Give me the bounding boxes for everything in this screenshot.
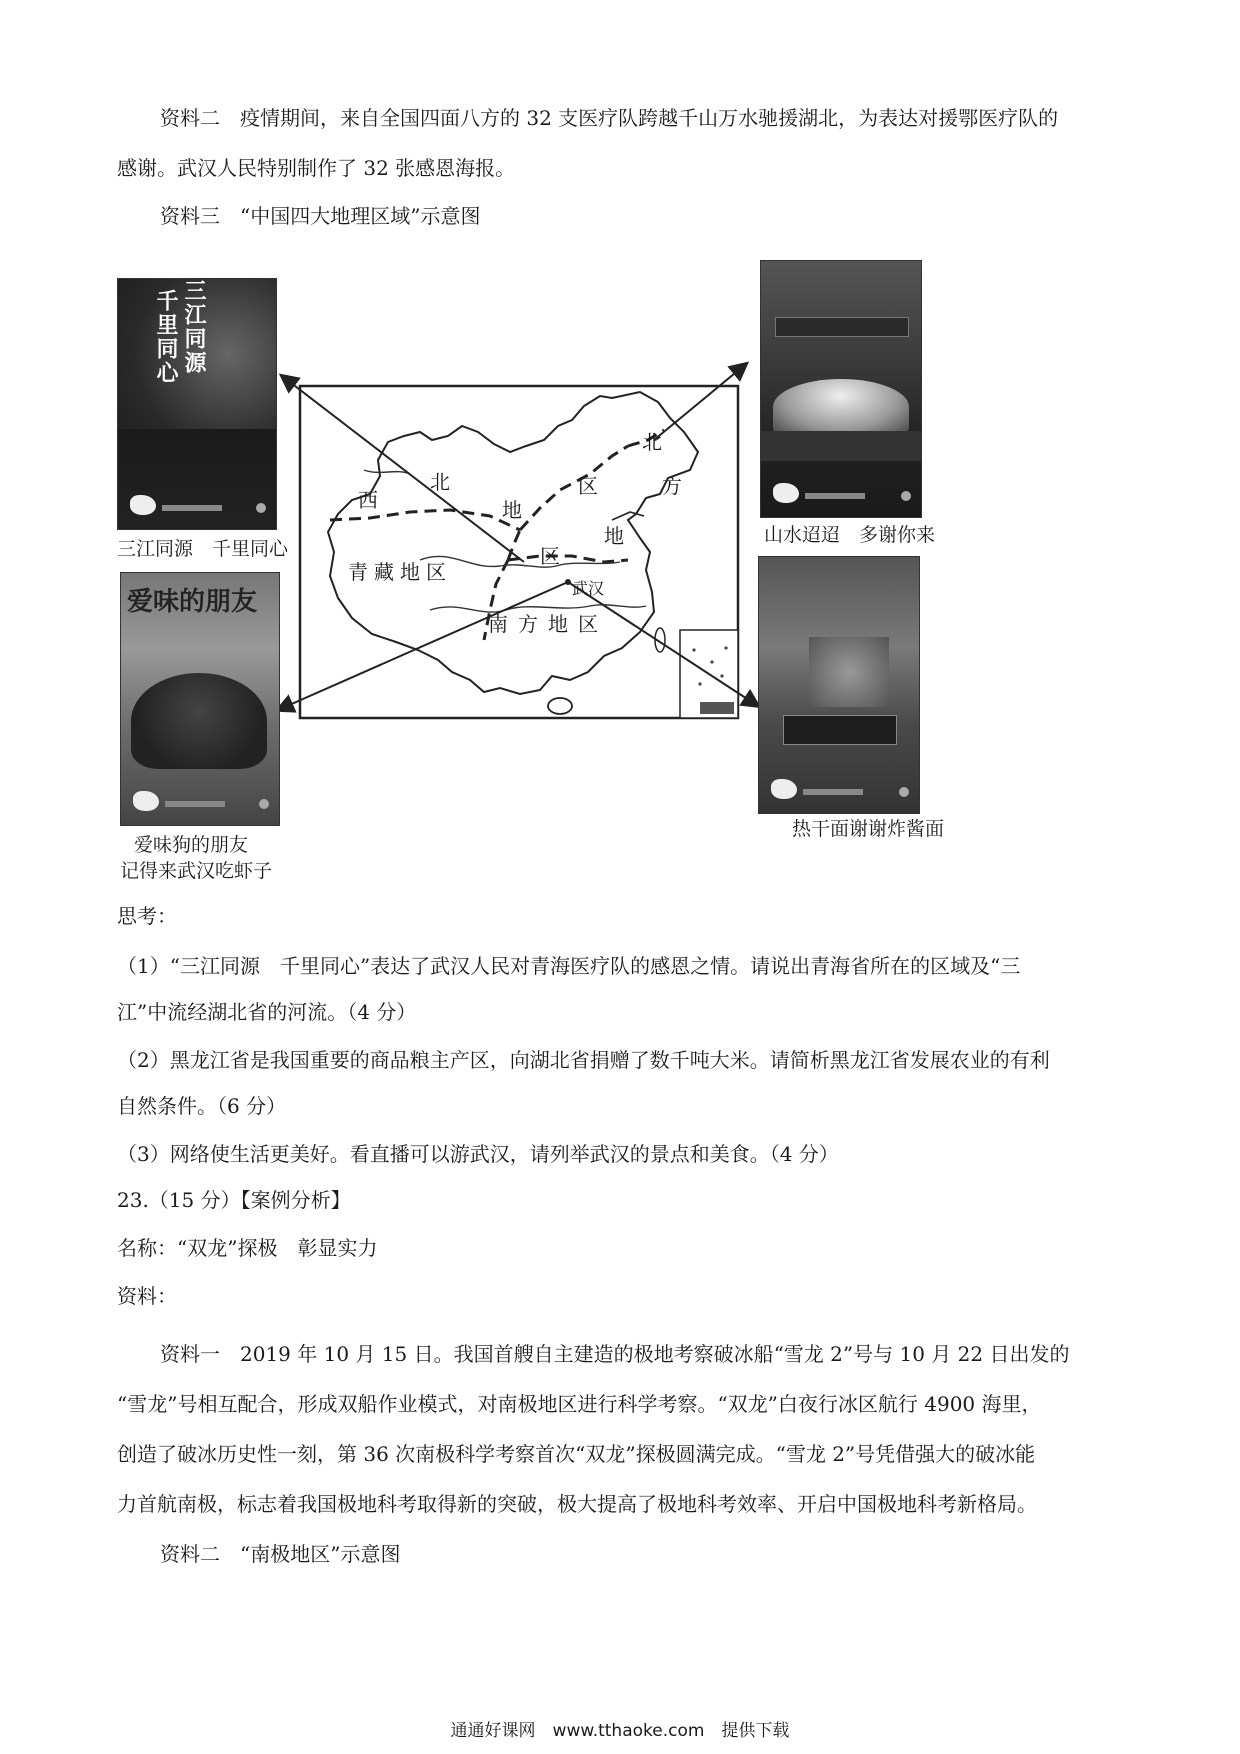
poster-sanjiang-title-2: 千里同心	[153, 289, 178, 385]
q2-line1: （2）黑龙江省是我国重要的商品粮主产区，向湖北省捐赠了数千吨大米。请简析黑龙江省发展农业的有利	[117, 1048, 1050, 1072]
map-label-di: 地	[502, 498, 522, 522]
material2-line1: 资料二 疫情期间，来自全国四面八方的 32 支医疗队跨越千山万水驰援湖北，为表达对援鄂医疗队的	[160, 106, 1059, 130]
footer-credit: 通通好课网 www.tthaoke.com 提供下载	[450, 1721, 790, 1741]
poster-logo-icon	[130, 495, 156, 515]
map-label-bei: 北	[430, 470, 450, 494]
map-frame	[300, 386, 738, 718]
poster-logo-icon	[133, 791, 159, 811]
q23-heading: 23.（15 分）【案例分析】	[117, 1188, 351, 1212]
poster-noodles-caption: 热干面谢谢炸酱面	[792, 818, 945, 840]
q23-material2-title: 资料二 “南极地区”示意图	[160, 1542, 401, 1566]
map-label-wuhan: 武汉	[572, 579, 605, 598]
poster-sanjiang-caption: 三江同源 千里同心	[117, 538, 289, 560]
q1-line2: 江”中流经湖北省的河流。（4 分）	[117, 1000, 417, 1024]
map-label-beifang-qu: 区	[540, 544, 560, 568]
map-label-qu: 区	[578, 474, 598, 498]
q23-name: 名称：“双龙”探极 彰显实力	[117, 1236, 378, 1260]
q23-material1-line3: 创造了破冰历史性一刻，第 36 次南极科学考察首次“双龙”探极圆满完成。“雪龙 2”号凭借强大的破冰能	[117, 1442, 1036, 1466]
poster-logo-icon	[771, 779, 797, 799]
poster-shrimp-headline: 爱味的朋友	[127, 587, 258, 617]
poster-shrimp-caption-1: 爱味狗的朋友	[134, 834, 249, 856]
q23-material1-line4: 力首航南极，标志着我国极地科考取得新的突破，极大提高了极地科考效率、开启中国极地科考新格局。	[117, 1492, 1037, 1516]
q3: （3）网络使生活更美好。看直播可以游武汉，请列举武汉的景点和美食。（4 分）	[117, 1142, 839, 1166]
map-label-qingzang: 青藏地区	[348, 560, 452, 584]
material3-title: 资料三 “中国四大地理区域”示意图	[160, 204, 481, 228]
q1-line1: （1）“三江同源 千里同心”表达了武汉人民对青海医疗队的感恩之情。请说出青海省所在的区域及“三	[117, 954, 1021, 978]
q2-line2: 自然条件。（6 分）	[117, 1094, 287, 1118]
map-label-beifang-fang: 方	[662, 474, 682, 498]
map-label-nanfang: 南方地区	[488, 612, 608, 636]
poster-heilongjiang-caption: 山水迢迢 多谢你来	[764, 524, 936, 546]
thinking-label: 思考：	[117, 904, 177, 928]
material2-line2: 感谢。武汉人民特别制作了 32 张感恩海报。	[117, 156, 516, 180]
poster-logo-icon	[773, 483, 799, 503]
poster-sanjiang	[117, 278, 277, 530]
q23-material1-line2: “雪龙”号相互配合，形成双船作业模式，对南极地区进行科学考察。“双龙”白夜行冰区航行 4900 海里，	[117, 1392, 1042, 1416]
q23-material-label: 资料：	[117, 1284, 177, 1308]
map-label-beifang-bei: 北	[642, 430, 662, 454]
q23-material1-line1: 资料一 2019 年 10 月 15 日。我国首艘自主建造的极地考察破冰船“雪龙 2”号与 10 月 22 日出发的	[160, 1342, 1070, 1366]
poster-sanjiang-title-1: 三江同源	[181, 279, 206, 375]
poster-heilongjiang	[760, 260, 922, 518]
poster-shrimp	[120, 572, 280, 826]
poster-shrimp-caption-2: 记得来武汉吃虾子	[120, 860, 273, 882]
poster-noodles	[758, 556, 920, 814]
map-label-xi: 西	[358, 488, 378, 512]
map-label-beifang-di: 地	[604, 524, 624, 548]
